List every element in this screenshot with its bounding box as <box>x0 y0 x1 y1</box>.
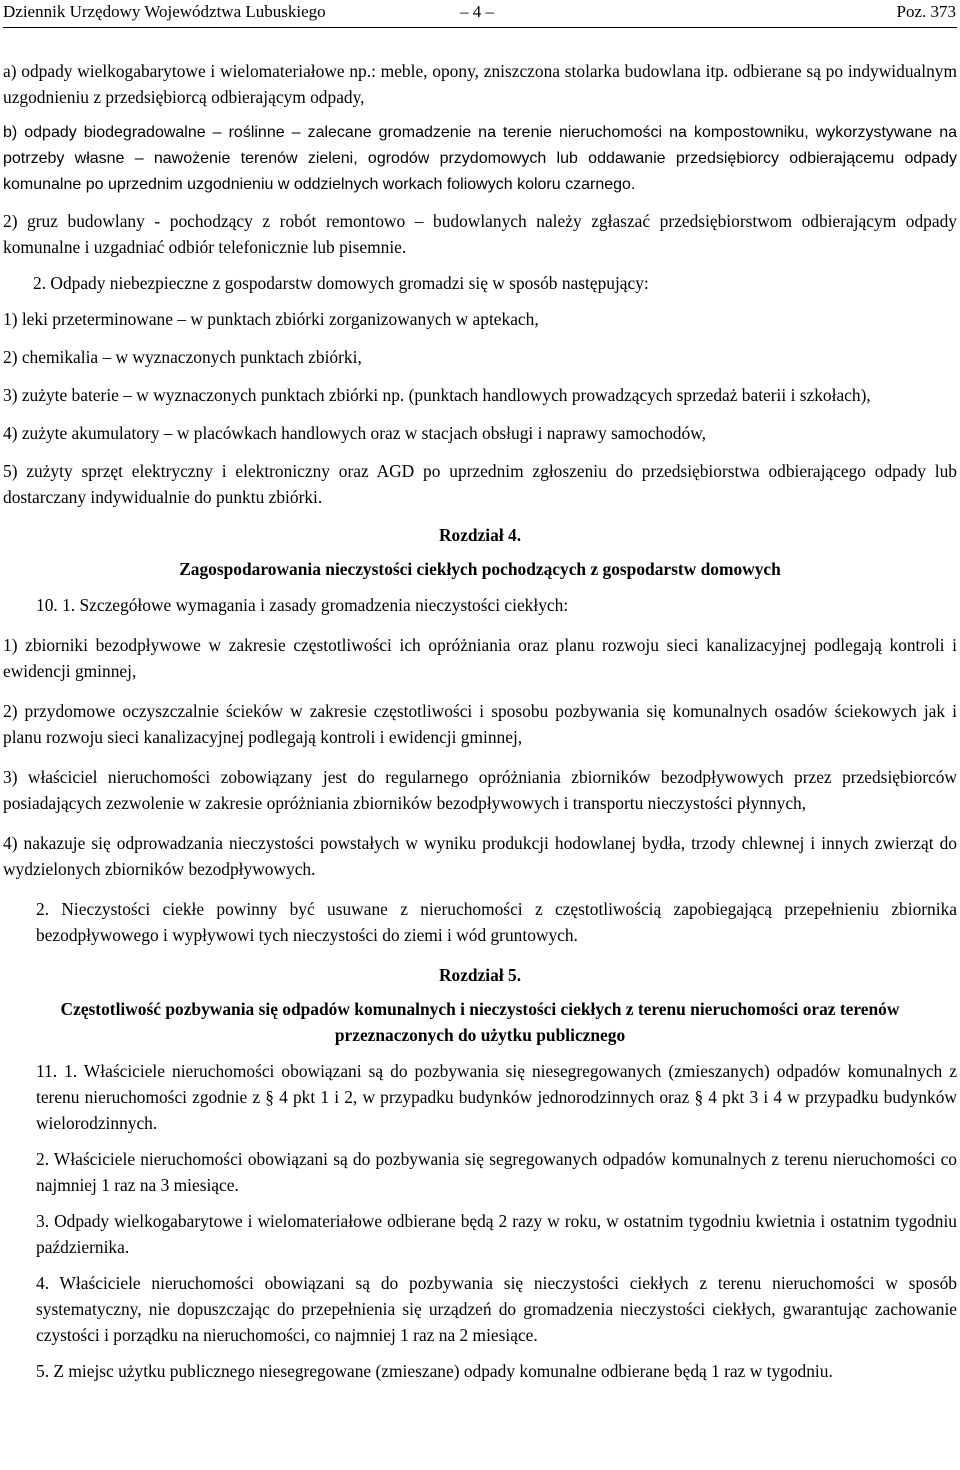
paragraph-11-2: 2. Właściciele nieruchomości obowiązani są do pozbywania się segregowanych odpadów komunalnych z terenu nieruchomości co najmniej 1 raz na 3 miesiące. <box>36 1149 957 1195</box>
paragraph-11-1: 11. 1. Właściciele nieruchomości obowiązani są do pozbywania się niesegregowanych (zmieszanych) odpadów komunalnych z terenu nieruchomości zgodnie z § 4 pkt 1 i 2, w przypadku budynków jednorodzinnych oraz § 4 pkt 3 i 4 w przypadku budynków wielorodzinnych. <box>36 1061 957 1133</box>
paragraph-10-1: 10. 1. Szczegółowe wymagania i zasady gromadzenia nieczystości ciekłych: <box>36 595 569 615</box>
paragraph-11-5: 5. Z miejsc użytku publicznego niesegregowane (zmieszane) odpady komunalne odbierane będą 1 raz w tygodniu. <box>36 1361 833 1381</box>
list-item-medicines: 1) leki przeterminowane – w punktach zbiórki zorganizowanych w aptekach, <box>3 309 539 329</box>
list-item-electronics: 5) zużyty sprzęt elektryczny i elektroniczny oraz AGD po uprzednim zgłoszeniu do przedsiębiorstwa odbierającego odpady lub dostarczany indywidualnie do punktu zbiórki. <box>3 461 957 507</box>
paragraph-11-4: 4. Właściciele nieruchomości obowiązani są do pozbywania się nieczystości ciekłych z terenu nieruchomości w sposób systematyczny, nie dopuszczając do przepełnienia się urządzeń do gromadzenia nieczystości ciekłych, gwarantując zachowanie czystości i porządku na nieruchomości, co najmniej 1 raz na 2 miesiące. <box>36 1273 957 1345</box>
chapter-5-title: Rozdział 5. <box>438 965 522 985</box>
list-item-livestock: 4) nakazuje się odprowadzania nieczystości powstałych w wyniku produkcji hodowlanej bydła, trzody chlewnej i innych zwierząt do wydzielonych zbiorników bezodpływowych. <box>3 833 957 879</box>
paragraph-bulky-waste: a) odpady wielkogabarytowe i wielomateriałowe np.: meble, opony, zniszczona stolarka budowlana itp. odbierane są po indywidualnym uzgodnieniu z przedsiębiorcą odbierającym odpady, <box>3 61 957 107</box>
list-item-sewage-plants: 2) przydomowe oczyszczalnie ścieków w zakresie częstotliwości i sposobu pozbywania się komunalnych osadów ściekowych jak i planu rozwoju sieci kanalizacyjnej podlegają kontroli i ewidencji gminnej, <box>3 701 957 747</box>
document-body <box>3 58 957 1384</box>
list-item-accumulators: 4) zużyte akumulatory – w placówkach handlowych oraz w stacjach obsługi i naprawy samochodów, <box>3 423 706 443</box>
page-header <box>0 2 960 26</box>
chapter-4-subtitle: Zagospodarowania nieczystości ciekłych pochodzących z gospodarstw domowych <box>179 559 781 579</box>
list-item-chemicals: 2) chemikalia – w wyznaczonych punktach zbiórki, <box>3 347 362 367</box>
chapter-5-subtitle: Częstotliwość pozbywania się odpadów komunalnych i nieczystości ciekłych z terenu nieruchomości oraz terenów przeznaczonych do użytku publicznego <box>60 999 900 1045</box>
paragraph-hazardous-waste-intro: 2. Odpady niebezpieczne z gospodarstw domowych gromadzi się w sposób następujący: <box>33 273 649 293</box>
chapter-4-title: Rozdział 4. <box>438 525 522 545</box>
paragraph-biodegradable-waste: b) odpady biodegradowalne – roślinne – zalecane gromadzenie na terenie nieruchomości na kompostowniku, wykorzystywane na potrzeby własne – nawożenie terenów zieleni, ogrodów przydomowych lub oddawanie przedsiębiorcy odbierającemu odpady komunalne po uprzednim uzgodnieniu w oddzielnych workach foliowych koloru czarnego. <box>3 124 957 193</box>
list-item-owner-obligation: 3) właściciel nieruchomości zobowiązany jest do regularnego opróżniania zbiorników bezodpływowych przez przedsiębiorców posiadających zezwolenie w zakresie opróżniania zbiorników bezodpływowych i transportu nieczystości płynnych, <box>3 767 957 813</box>
paragraph-11-3: 3. Odpady wielkogabarytowe i wielomateriałowe odbierane będą 2 razy w roku, w ostatnim tygodniu kwietnia i ostatnim tygodniu października. <box>36 1211 957 1257</box>
position-number: Poz. 373 <box>896 2 956 21</box>
publication-title: Dziennik Urzędowy Województwa Lubuskiego <box>3 2 326 21</box>
paragraph-construction-debris: 2) gruz budowlany - pochodzący z robót remontowo – budowlanych należy zgłaszać przedsiębiorstwom odbierającym odpady komunalne i uzgadniać odbiór telefonicznie lub pisemnie. <box>3 211 957 257</box>
paragraph-10-2: 2. Nieczystości ciekłe powinny być usuwane z nieruchomości z częstotliwością zapobiegającą przepełnieniu zbiornika bezodpływowego i wypływowi tych nieczystości do ziemi i wód gruntowych. <box>36 899 957 945</box>
list-item-batteries: 3) zużyte baterie – w wyznaczonych punktach zbiórki np. (punktach handlowych prowadzących sprzedaż baterii i szkołach), <box>3 385 871 405</box>
header-rule <box>3 27 957 28</box>
list-item-holding-tanks: 1) zbiorniki bezodpływowe w zakresie częstotliwości ich opróżniania oraz planu rozwoju sieci kanalizacyjnej podlegają kontroli i ewidencji gminnej, <box>3 635 957 681</box>
page-number: – 4 – <box>460 2 494 21</box>
